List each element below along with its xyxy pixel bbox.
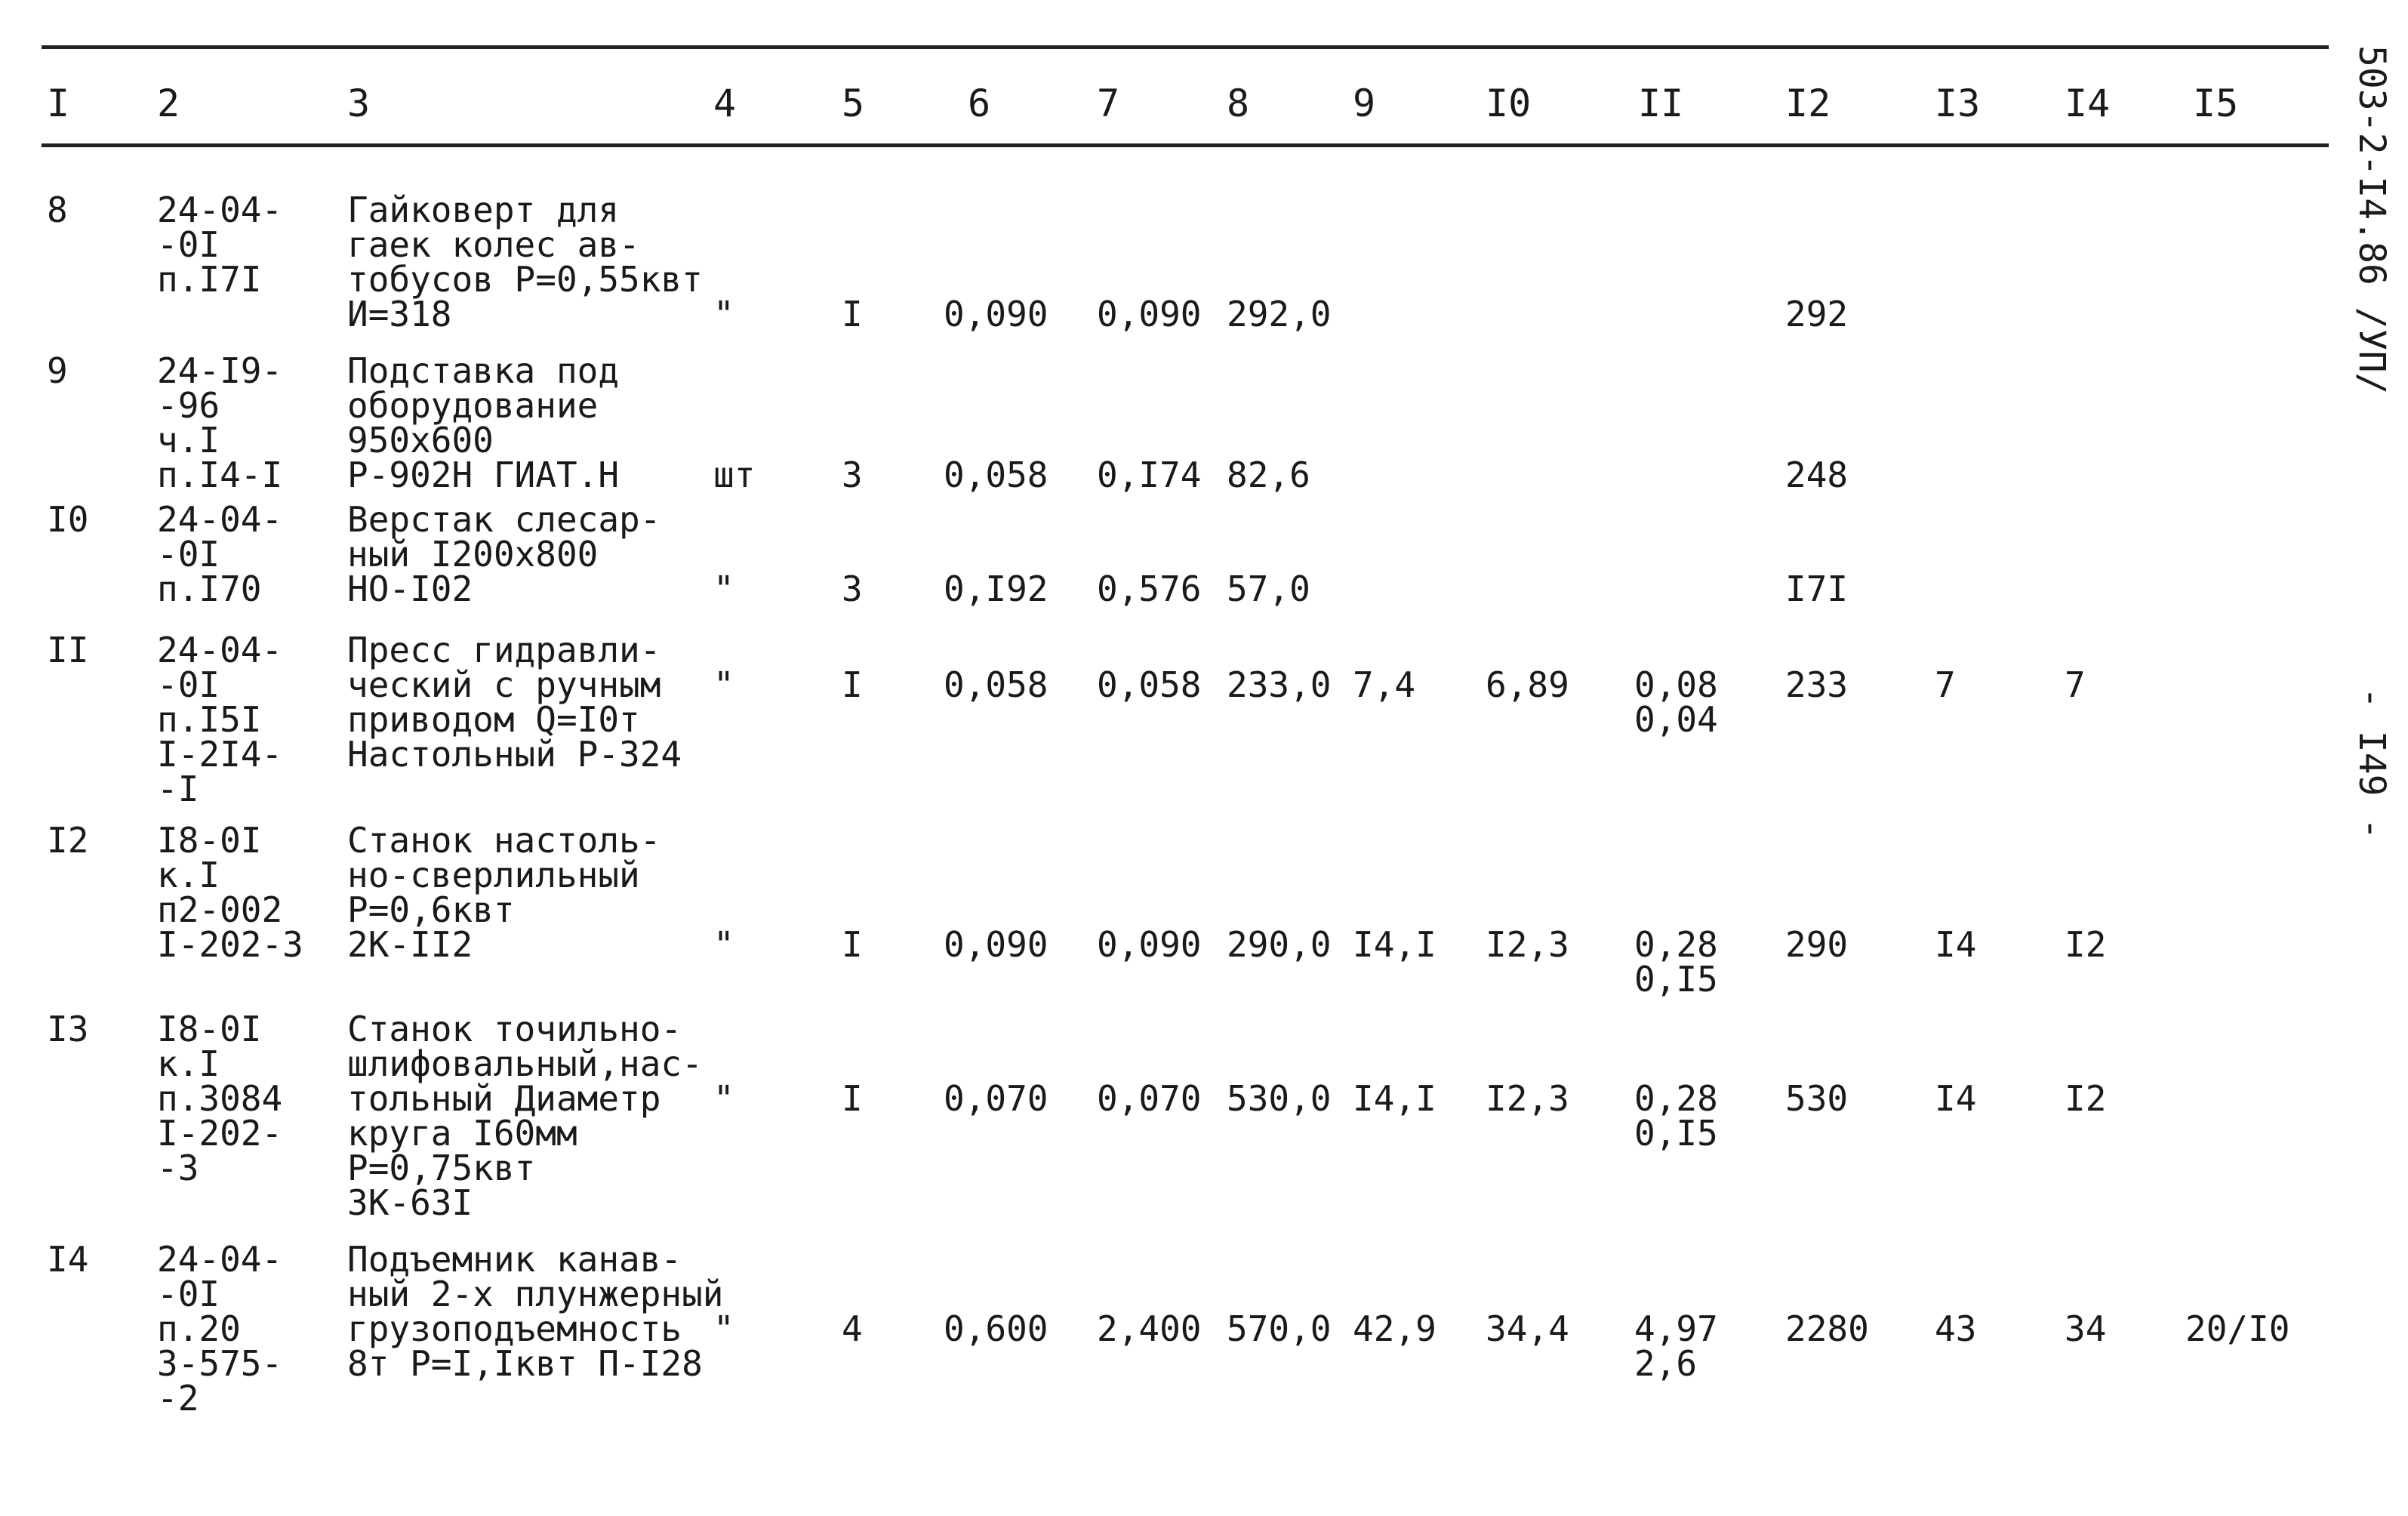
column-header: 6 bbox=[968, 82, 991, 125]
table-cell-col-1: 9 bbox=[47, 350, 68, 391]
table-cell-col-4: " bbox=[713, 924, 734, 965]
column-header: 8 bbox=[1227, 82, 1250, 125]
table-cell-col-1: I4 bbox=[47, 1239, 89, 1280]
table-cell-col-7: 0,090 bbox=[1097, 924, 1202, 965]
table-cell-col-8: 57,0 bbox=[1227, 568, 1310, 609]
table-cell-col-10: 6,89 bbox=[1486, 664, 1569, 705]
table-cell-col-12: 290 bbox=[1785, 924, 1849, 965]
table-cell-col-6: 0,090 bbox=[944, 294, 1048, 334]
table-cell-col-12: 2280 bbox=[1785, 1308, 1869, 1349]
table-cell-col-4: " bbox=[713, 664, 734, 705]
column-header: I0 bbox=[1486, 82, 1532, 125]
table-cell-col-3: Подъемник канав- ный 2-х плунжерный грузоподъемность 8т Р=I,Iквт П-I28 bbox=[347, 1239, 724, 1384]
table-cell-col-5: 3 bbox=[842, 454, 863, 495]
table-cell-col-6: 0,I92 bbox=[944, 568, 1048, 609]
table-cell-col-6: 0,600 bbox=[944, 1308, 1048, 1349]
table-cell-col-7: 2,400 bbox=[1097, 1308, 1202, 1349]
table-cell-col-5: I bbox=[842, 294, 863, 334]
document-code: 503-2-I4.86 /УП/ bbox=[2351, 45, 2393, 395]
table-cell-col-10: I2,3 bbox=[1486, 924, 1569, 965]
table-cell-col-3: Станок настоль- но-сверлильный Р=0,6квт 2К-II2 bbox=[347, 820, 661, 965]
table-cell-col-1: I0 bbox=[47, 499, 89, 540]
table-cell-col-4: " bbox=[713, 568, 734, 609]
column-header: I3 bbox=[1935, 82, 1981, 125]
table-cell-col-13: I4 bbox=[1935, 924, 1977, 965]
table-cell-col-2: 24-04- -0I п.I5I I-2I4- -I bbox=[157, 630, 283, 809]
table-cell-col-7: 0,576 bbox=[1097, 568, 1202, 609]
table-cell-col-14: I2 bbox=[2065, 1078, 2107, 1119]
table-cell-col-3: Гайковерт для гаек колес ав- тобусов Р=0,55квт И=318 bbox=[347, 190, 703, 334]
table-cell-col-12: 530 bbox=[1785, 1078, 1849, 1119]
table-cell-col-11: 0,28 0,I5 bbox=[1634, 1078, 1718, 1154]
table-cell-col-4: шт bbox=[713, 454, 756, 495]
column-header: 7 bbox=[1097, 82, 1120, 125]
table-cell-col-8: 82,6 bbox=[1227, 454, 1310, 495]
table-cell-col-8: 290,0 bbox=[1227, 924, 1332, 965]
table-cell-col-14: I2 bbox=[2065, 924, 2107, 965]
table-cell-col-5: I bbox=[842, 924, 863, 965]
table-cell-col-1: I3 bbox=[47, 1009, 89, 1049]
table-cell-col-8: 292,0 bbox=[1227, 294, 1332, 334]
table-cell-col-12: 248 bbox=[1785, 454, 1849, 495]
table-cell-col-7: 0,058 bbox=[1097, 664, 1202, 705]
table-cell-col-10: I2,3 bbox=[1486, 1078, 1569, 1119]
table-cell-col-9: 42,9 bbox=[1353, 1308, 1436, 1349]
table-cell-col-3: Пресс гидравли- ческий с ручным приводом Q=I0т Настольный Р-324 bbox=[347, 630, 682, 775]
table-cell-col-4: " bbox=[713, 1308, 734, 1349]
table-cell-col-8: 570,0 bbox=[1227, 1308, 1332, 1349]
column-header: 2 bbox=[157, 82, 180, 125]
column-header: 5 bbox=[842, 82, 865, 125]
table-cell-col-1: II bbox=[47, 630, 89, 670]
table-cell-col-12: I7I bbox=[1785, 568, 1849, 609]
column-header: I4 bbox=[2065, 82, 2111, 125]
column-header: I2 bbox=[1785, 82, 1831, 125]
table-cell-col-9: I4,I bbox=[1353, 1078, 1436, 1119]
table-cell-col-11: 0,08 0,04 bbox=[1634, 664, 1718, 740]
table-cell-col-8: 530,0 bbox=[1227, 1078, 1332, 1119]
table-cell-col-7: 0,I74 bbox=[1097, 454, 1202, 495]
table-cell-col-1: 8 bbox=[47, 190, 68, 230]
table-cell-col-7: 0,070 bbox=[1097, 1078, 1202, 1119]
table-cell-col-7: 0,090 bbox=[1097, 294, 1202, 334]
column-header: I5 bbox=[2193, 82, 2239, 125]
table-cell-col-9: 7,4 bbox=[1353, 664, 1416, 705]
table-cell-col-4: " bbox=[713, 1078, 734, 1119]
table-cell-col-2: 24-04- -0I п.I7I bbox=[157, 190, 283, 300]
table-cell-col-5: I bbox=[842, 1078, 863, 1119]
table-cell-col-5: 3 bbox=[842, 568, 863, 609]
table-cell-col-13: I4 bbox=[1935, 1078, 1977, 1119]
table-cell-col-2: I8-0I к.I п2-002 I-202-3 bbox=[157, 820, 303, 965]
table-cell-col-8: 233,0 bbox=[1227, 664, 1332, 705]
page-number: - I49 - bbox=[2351, 687, 2393, 840]
column-header: I bbox=[47, 82, 70, 125]
table-cell-col-2: 24-04- -0I п.20 3-575- -2 bbox=[157, 1239, 283, 1419]
table-cell-col-5: 4 bbox=[842, 1308, 863, 1349]
table-cell-col-6: 0,090 bbox=[944, 924, 1048, 965]
column-header: 4 bbox=[713, 82, 737, 125]
table-cell-col-1: I2 bbox=[47, 820, 89, 861]
table-cell-col-3: Верстак слесар- ный I200х800 НО-I02 bbox=[347, 499, 661, 609]
column-header: 9 bbox=[1353, 82, 1376, 125]
table-cell-col-10: 34,4 bbox=[1486, 1308, 1569, 1349]
table-cell-col-13: 43 bbox=[1935, 1308, 1977, 1349]
table-cell-col-11: 0,28 0,I5 bbox=[1634, 924, 1718, 1000]
header-bottom-rule bbox=[42, 143, 2329, 147]
table-cell-col-14: 34 bbox=[2065, 1308, 2107, 1349]
column-header: 3 bbox=[347, 82, 371, 125]
table-cell-col-2: I8-0I к.I п.3084 I-202- -3 bbox=[157, 1009, 283, 1188]
header-top-rule bbox=[42, 45, 2329, 49]
table-cell-col-3: Подставка под оборудование 950х600 Р-902Н ГИАТ.Н bbox=[347, 350, 620, 495]
table-cell-col-2: 24-I9- -96 ч.I п.I4-I bbox=[157, 350, 283, 495]
table-cell-col-12: 292 bbox=[1785, 294, 1849, 334]
table-cell-col-14: 7 bbox=[2065, 664, 2086, 705]
table-cell-col-13: 7 bbox=[1935, 664, 1956, 705]
table-cell-col-6: 0,058 bbox=[944, 664, 1048, 705]
table-cell-col-9: I4,I bbox=[1353, 924, 1436, 965]
table-cell-col-3: Станок точильно- шлифовальный,нас- тольный Диаметр круга I60мм Р=0,75квт 3К-63I bbox=[347, 1009, 703, 1223]
table-cell-col-6: 0,058 bbox=[944, 454, 1048, 495]
table-cell-col-4: " bbox=[713, 294, 734, 334]
table-cell-col-6: 0,070 bbox=[944, 1078, 1048, 1119]
table-cell-col-2: 24-04- -0I п.I70 bbox=[157, 499, 283, 609]
table-cell-col-15: 20/I0 bbox=[2185, 1308, 2290, 1349]
table-cell-col-5: I bbox=[842, 664, 863, 705]
column-header: II bbox=[1638, 82, 1684, 125]
table-cell-col-12: 233 bbox=[1785, 664, 1849, 705]
table-cell-col-11: 4,97 2,6 bbox=[1634, 1308, 1718, 1384]
